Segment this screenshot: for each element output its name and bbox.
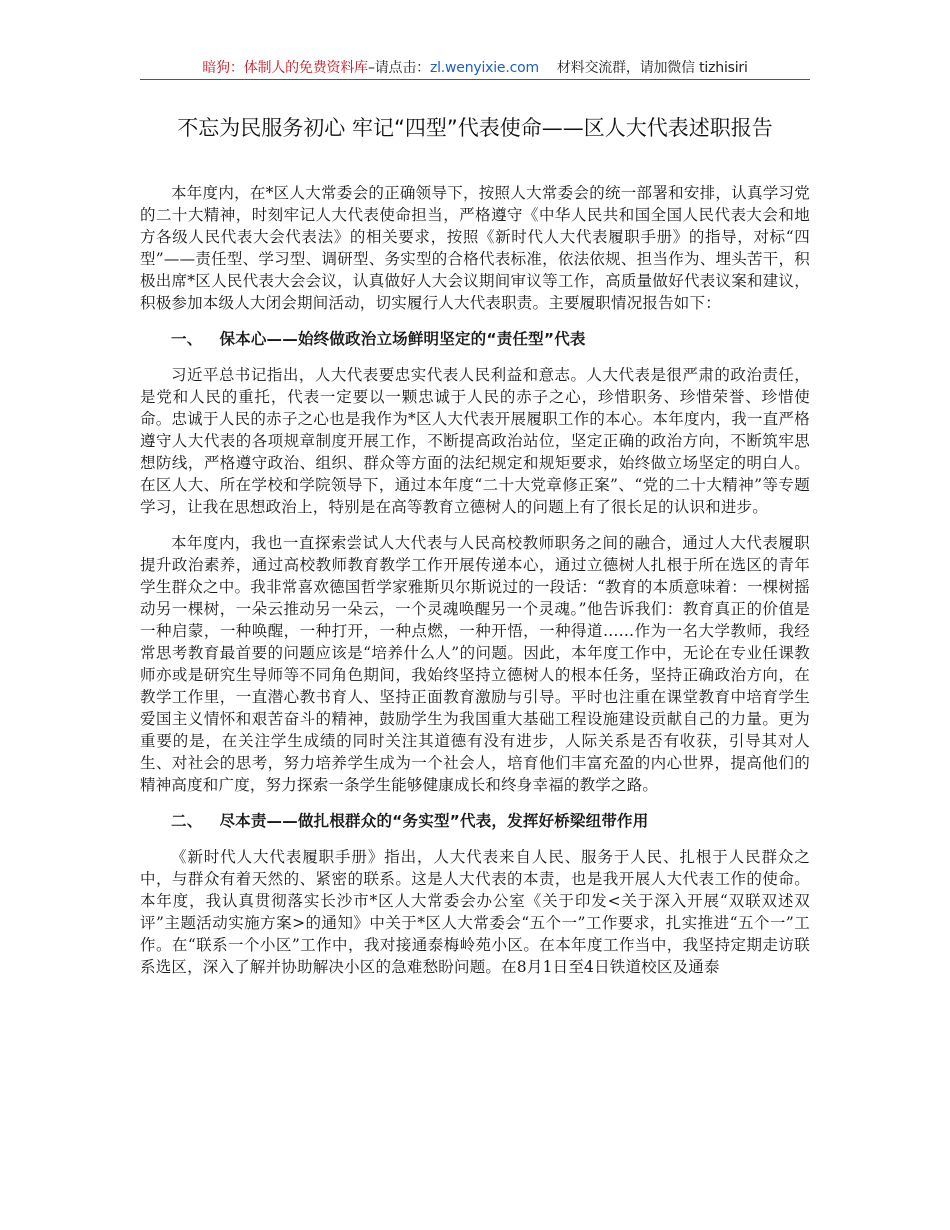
header-divider: [140, 79, 810, 80]
section-title-1: 保本心——始终做政治立场鲜明坚定的“责任型”代表: [219, 330, 586, 348]
section-number-1: 一、: [171, 330, 203, 348]
header-link[interactable]: zl.wenyixie.com: [429, 60, 539, 76]
header-prompt: –请点击：: [367, 60, 430, 76]
page-header: [140, 58, 810, 78]
header-brand: 暗狗：体制人的免费资料库: [202, 60, 368, 76]
section1-paragraph-2: 本年度内，我也一直探索尝试人大代表与人民高校教师职务之间的融合，通过人大代表履职提升政治素养，通过高校教师教育教学工作开展传递本心，通过立德树人扎根于所在选区的青年学生群众之中。我非常喜欢德国哲学家雅斯贝尔斯说过的一段话：“教育的本质意味着：一棵树摇动另一棵树，一朵云推动另一朵云，一个灵魂唤醒另一个灵魂。”他告诉我们：教育真正的价值是一种启蒙，一种唤醒，一种打开，一种点燃，一种开悟，一种得道……作为一名大学教师，我经常思考教育最首要的问题应该是“培养什么人”的问题。因此，本年度工作中，无论在专业任课教师亦或是研究生导师等不同角色期间，我始终坚持立德树人的根本任务，坚持正确政治方向，在教学工作里，一直潜心教书育人、坚持正面教育激励与引导。平时也注重在课堂教育中培育学生爱国主义情怀和艰苦奋斗的精神，鼓励学生为我国重大基础工程设施建设贡献自己的力量。更为重要的是，在关注学生成绩的同时关注其道德有没有进步，人际关系是否有收获，引导其对人生、对社会的思考，努力培养学生成为一个社会人，培育他们丰富充盈的内心世界，提高他们的精神高度和广度，努力探索一条学生能够健康成长和终身幸福的教学之路。: [140, 534, 810, 794]
document-body: [140, 182, 810, 978]
document-title: 不忘为民服务初心 牢记“四型”代表使命——区人大代表述职报告: [177, 116, 773, 140]
section-heading-1: [140, 328, 810, 350]
section2-paragraph-1: 《新时代人大代表履职手册》指出，人大代表来自人民、服务于人民、扎根于人民群众之中，与群众有着天然的、紧密的联系。这是人大代表的本责，也是我开展人大代表工作的使命。本年度，我认真贯彻落实长沙市*区人大常委会办公室《关于印发<关于深入开展“双联双述双评”主题活动实施方案>的通知》中关于*区人大常委会“五个一”工作要求，扎实推进“五个一”工作。在“联系一个小区”工作中，我对接通泰梅岭苑小区。在本年度工作当中，我坚持定期走访联系选区，深入了解并协助解决小区的急难愁盼问题。在8月1日至4日铁道校区及通泰: [140, 848, 810, 976]
section-title-2: 尽本责——做扎根群众的“务实型”代表，发挥好桥梁纽带作用: [219, 812, 649, 830]
section-number-2: 二、: [171, 812, 203, 830]
section1-paragraph-1: 习近平总书记指出，人大代表要忠实代表人民利益和意志。人大代表是很严肃的政治责任，是党和人民的重托，代表一定要以一颗忠诚于人民的赤子之心，珍惜职务、珍惜荣誉、珍惜使命。忠诚于人民的赤子之心也是我作为*区人大代表开展履职工作的本心。本年度内，我一直严格遵守人大代表的各项规章制度开展工作，不断提高政治站位，坚定正确的政治方向，不断筑牢思想防线，严格遵守政治、组织、群众等方面的法纪规定和规矩要求，始终做立场坚定的明白人。在区人大、所在学校和学院领导下，通过本年度“二十大党章修正案”、“党的二十大精神”等专题学习，让我在思想政治上，特别是在高等教育立德树人的问题上有了很长足的认识和进步。: [140, 366, 810, 516]
section-heading-2: [140, 810, 810, 832]
header-contact: 材料交流群，请加微信 tizhisiri: [556, 60, 748, 76]
intro-paragraph: 本年度内，在*区人大常委会的正确领导下，按照人大常委会的统一部署和安排，认真学习党的二十大精神，时刻牢记人大代表使命担当，严格遵守《中华人民共和国全国人民代表大会和地方各级人民代表大会代表法》的相关要求，按照《新时代人大代表履职手册》的指导，对标“四型”——责任型、学习型、调研型、务实型的合格代表标准，依法依规、担当作为、埋头苦干，积极出席*区人民代表大会会议，认真做好人大会议期间审议等工作，高质量做好代表议案和建议，积极参加本级人大闭会期间活动，切实履行人大代表职责。主要履职情况报告如下：: [140, 184, 810, 312]
